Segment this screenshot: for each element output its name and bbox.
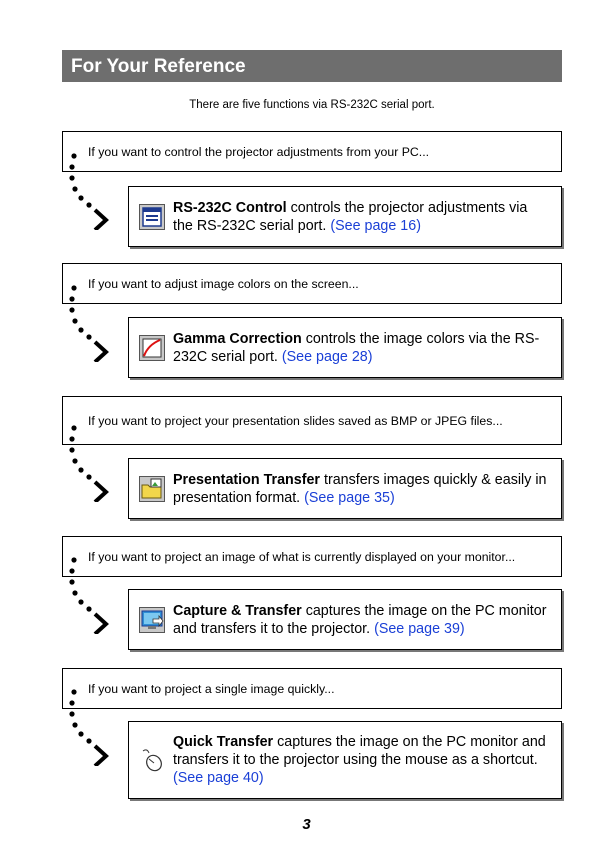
see-page-link[interactable]: (See page 40) — [173, 770, 264, 786]
function-name: Gamma Correction — [173, 330, 302, 347]
function-description — [173, 733, 551, 787]
function-text: transfers images quickly & easily in presentation format. — [173, 471, 547, 506]
mouse-icon — [139, 747, 165, 773]
see-page-link[interactable]: (See page 35) — [304, 489, 395, 506]
question-text: If you want to control the projector adjustments from your PC... — [88, 144, 430, 159]
gamma-correction-icon — [139, 335, 165, 361]
function-box — [128, 186, 562, 247]
question-text: If you want to project your presentation slides saved as BMP or JPEG files... — [88, 413, 503, 428]
function-description — [173, 471, 551, 507]
dotted-arrow-icon — [60, 554, 120, 634]
rs232c-control-icon — [139, 204, 165, 230]
dotted-arrow-icon — [60, 686, 120, 766]
function-name: RS-232C Control — [173, 199, 287, 216]
question-box — [62, 536, 562, 577]
function-box — [128, 721, 562, 799]
section-header: For Your Reference — [62, 50, 562, 82]
function-name: Capture & Transfer — [173, 602, 302, 619]
question-text: If you want to project a single image quickly... — [88, 681, 335, 696]
see-page-link[interactable]: (See page 28) — [281, 348, 373, 365]
dotted-arrow-icon — [60, 422, 120, 502]
function-text: captures the image on the PC monitor and transfers it to the projector. — [173, 602, 547, 637]
dotted-arrow-icon — [60, 282, 120, 362]
see-page-link[interactable]: (See page 39) — [374, 620, 465, 637]
function-text: controls the image colors via the RS-232C serial port. — [173, 330, 540, 365]
function-name: Quick Transfer — [173, 734, 274, 750]
function-description — [173, 199, 551, 235]
dotted-arrow-icon — [60, 150, 120, 230]
function-name: Presentation Transfer — [173, 471, 320, 488]
function-box — [128, 458, 562, 519]
question-text: If you want to adjust image colors on the screen... — [88, 276, 359, 291]
intro-text: There are five functions via RS-232C serial port. — [189, 99, 435, 111]
presentation-transfer-icon — [139, 476, 165, 502]
question-box — [62, 396, 562, 445]
function-box — [128, 317, 562, 378]
question-box — [62, 263, 562, 304]
function-text: captures the image on the PC monitor and transfers it to the projector using the mouse as a shortcut. — [173, 734, 546, 768]
function-description — [173, 602, 551, 638]
function-text: controls the projector adjustments via the RS-232C serial port. — [173, 199, 528, 234]
function-box — [128, 589, 562, 650]
page-number: 3 — [302, 816, 311, 833]
function-description — [173, 330, 551, 366]
see-page-link[interactable]: (See page 16) — [330, 217, 421, 234]
question-box — [62, 668, 562, 709]
question-box — [62, 131, 562, 172]
question-text: If you want to project an image of what is currently displayed on your monitor... — [88, 549, 516, 564]
capture-transfer-icon — [139, 607, 165, 633]
